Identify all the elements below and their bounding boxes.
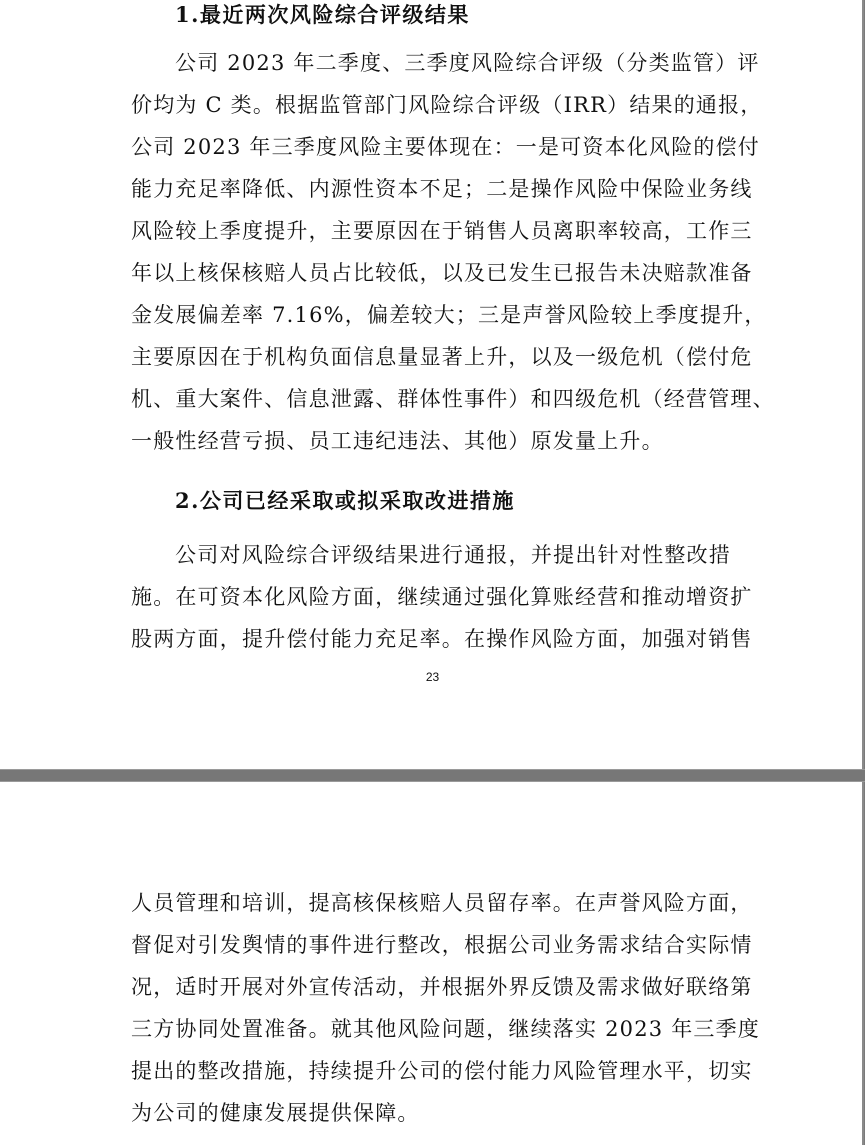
paragraph-line: 公司对风险综合评级结果进行通报，并提出针对性整改措 xyxy=(175,543,731,567)
paragraph-line: 三方协同处置准备。就其他风险问题，继续落实 2023 年三季度 xyxy=(131,1017,760,1041)
paragraph-line: 机、重大案件、信息泄露、群体性事件）和四级危机（经营管理、 xyxy=(131,387,775,411)
paragraph-line: 主要原因在于机构负面信息量显著上升，以及一级危机（偿付危 xyxy=(131,345,753,369)
paragraph-line: 人员管理和培训，提高核保核赔人员留存率。在声誉风险方面， xyxy=(131,891,753,915)
paragraph-line: 风险较上季度提升，主要原因在于销售人员离职率较高，工作三 xyxy=(131,219,753,243)
paragraph-line: 督促对引发舆情的事件进行整改，根据公司业务需求结合实际情 xyxy=(131,933,753,957)
section-heading-1: 1.最近两次风险综合评级结果 xyxy=(175,2,470,27)
paragraph-line: 股两方面，提升偿付能力充足率。在操作风险方面，加强对销售 xyxy=(131,627,753,651)
paragraph-line: 施。在可资本化风险方面，继续通过强化算账经营和推动增资扩 xyxy=(131,585,753,609)
section-heading-2: 2.公司已经采取或拟采取改进措施 xyxy=(175,488,515,513)
paragraph-line: 况，适时开展对外宣传活动，并根据外界反馈及需求做好联络第 xyxy=(131,975,753,999)
paragraph-line: 为公司的健康发展提供保障。 xyxy=(131,1101,420,1125)
paragraph-line: 提出的整改措施，持续提升公司的偿付能力风险管理水平，切实 xyxy=(131,1059,753,1083)
document-page-24 xyxy=(0,782,864,1145)
paragraph-line: 一般性经营亏损、员工违纪违法、其他）原发量上升。 xyxy=(131,429,664,453)
paragraph-line: 公司 2023 年三季度风险主要体现在：一是可资本化风险的偿付 xyxy=(131,135,760,159)
paragraph-line: 金发展偏差率 7.16%，偏差较大；三是声誉风险较上季度提升， xyxy=(131,303,767,327)
page-divider xyxy=(0,769,865,782)
paragraph-line: 公司 2023 年二季度、三季度风险综合评级（分类监管）评 xyxy=(175,51,760,75)
paragraph-line: 年以上核保核赔人员占比较低，以及已发生已报告未决赔款准备 xyxy=(131,261,753,285)
page-number: 23 xyxy=(425,670,440,684)
paragraph-line: 价均为 C 类。根据监管部门风险综合评级（IRR）结果的通报， xyxy=(131,93,763,117)
paragraph-line: 能力充足率降低、内源性资本不足；二是操作风险中保险业务线 xyxy=(131,177,753,201)
